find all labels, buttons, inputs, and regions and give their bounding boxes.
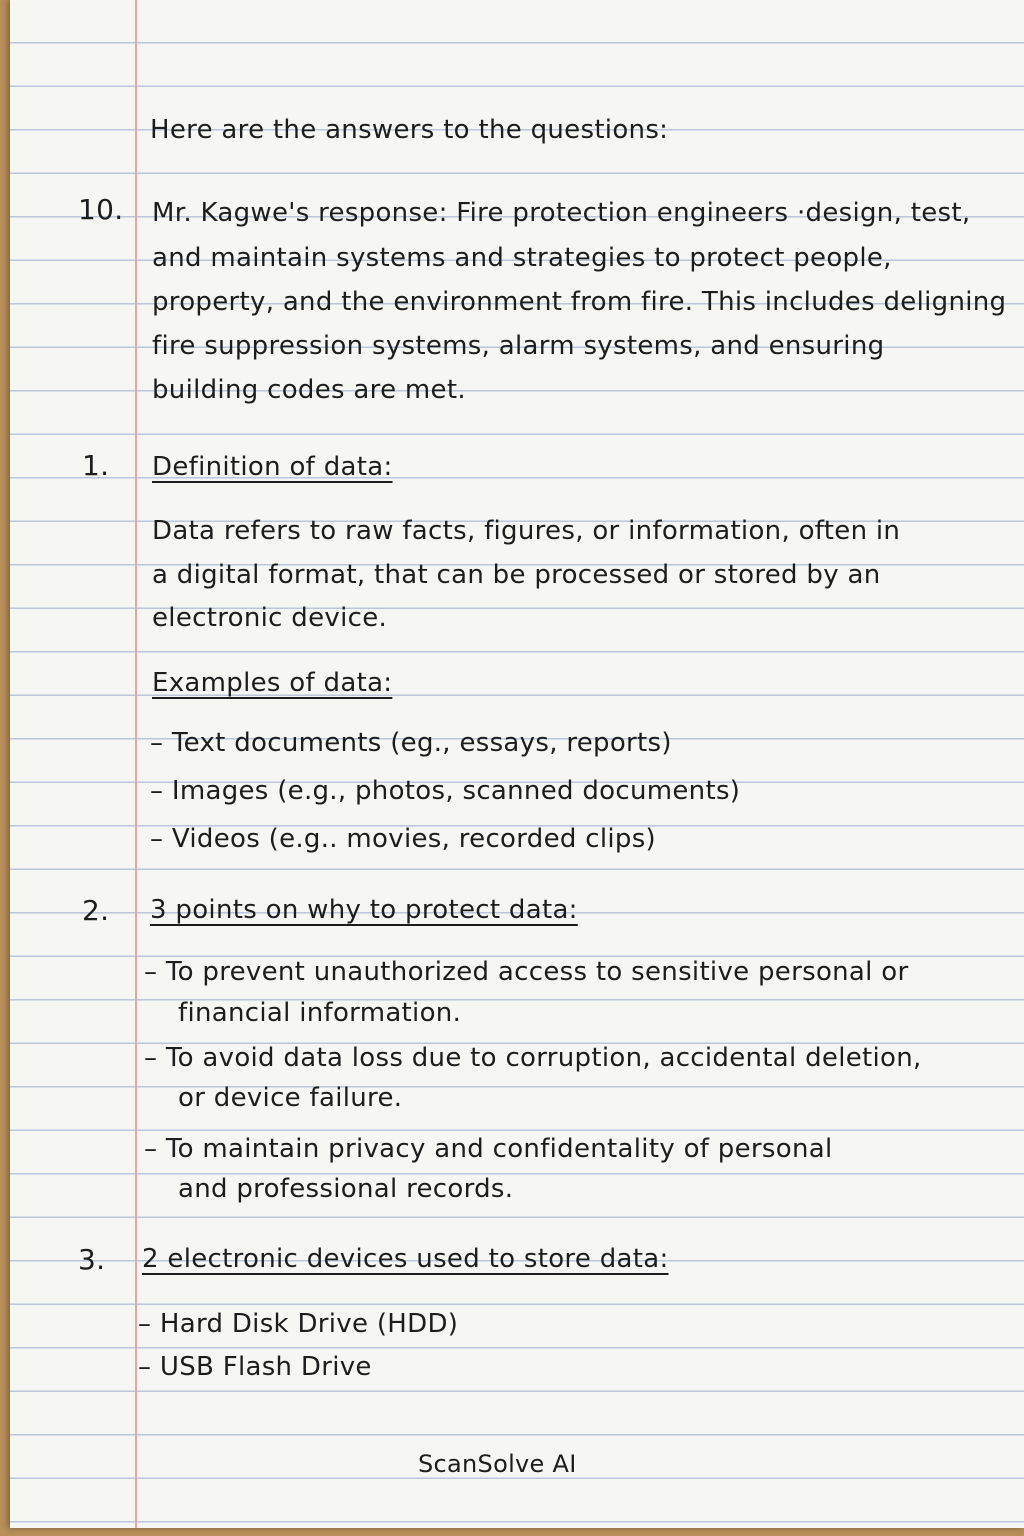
- q3-heading: 2 electronic devices used to store data:: [142, 1244, 669, 1274]
- q1-heading: Definition of data:: [152, 452, 393, 482]
- q1-line-2: a digital format, that can be processed or stored by an: [152, 560, 881, 590]
- q2-line-1: – To prevent unauthorized access to sensitive personal or: [144, 957, 909, 987]
- q2-line-6: and professional records.: [178, 1174, 514, 1204]
- q2-line-2: financial information.: [178, 998, 462, 1028]
- notebook-page: [10, 0, 1024, 1528]
- q1-example-2: – Images (e.g., photos, scanned documents): [150, 776, 741, 806]
- q2-line-3: – To avoid data loss due to corruption, accidental deletion,: [144, 1043, 922, 1073]
- q10-line-4: fire suppression systems, alarm systems, and ensuring: [152, 331, 885, 361]
- footer-brand: ScanSolve AI: [418, 1450, 577, 1478]
- q2-line-5: – To maintain privacy and confidentality of personal: [144, 1134, 833, 1164]
- question-number-2: 2.: [82, 894, 110, 927]
- q1-example-1: – Text documents (eg., essays, reports): [150, 728, 672, 758]
- q1-example-3: – Videos (e.g.. movies, recorded clips): [150, 824, 656, 854]
- q10-line-2: and maintain systems and strategies to protect people,: [152, 243, 892, 273]
- margin-line: [135, 0, 137, 1528]
- intro-text: Here are the answers to the questions:: [150, 115, 669, 145]
- q2-line-4: or device failure.: [178, 1083, 403, 1113]
- q3-item-1: – Hard Disk Drive (HDD): [138, 1309, 459, 1339]
- q3-item-2: – USB Flash Drive: [138, 1352, 372, 1382]
- q10-line-3: property, and the environment from fire. This includes deligning: [152, 287, 1007, 317]
- question-number-1: 1.: [82, 449, 110, 482]
- q1-line-1: Data refers to raw facts, figures, or information, often in: [152, 516, 901, 546]
- q1-examples-heading: Examples of data:: [152, 668, 393, 698]
- q2-heading: 3 points on why to protect data:: [150, 895, 578, 925]
- q10-line-1: Mr. Kagwe's response: Fire protection engineers ·design, test,: [152, 198, 971, 228]
- q1-line-3: electronic device.: [152, 603, 388, 633]
- question-number-10: 10.: [78, 193, 124, 226]
- q10-line-5: building codes are met.: [152, 375, 466, 405]
- question-number-3: 3.: [78, 1243, 106, 1276]
